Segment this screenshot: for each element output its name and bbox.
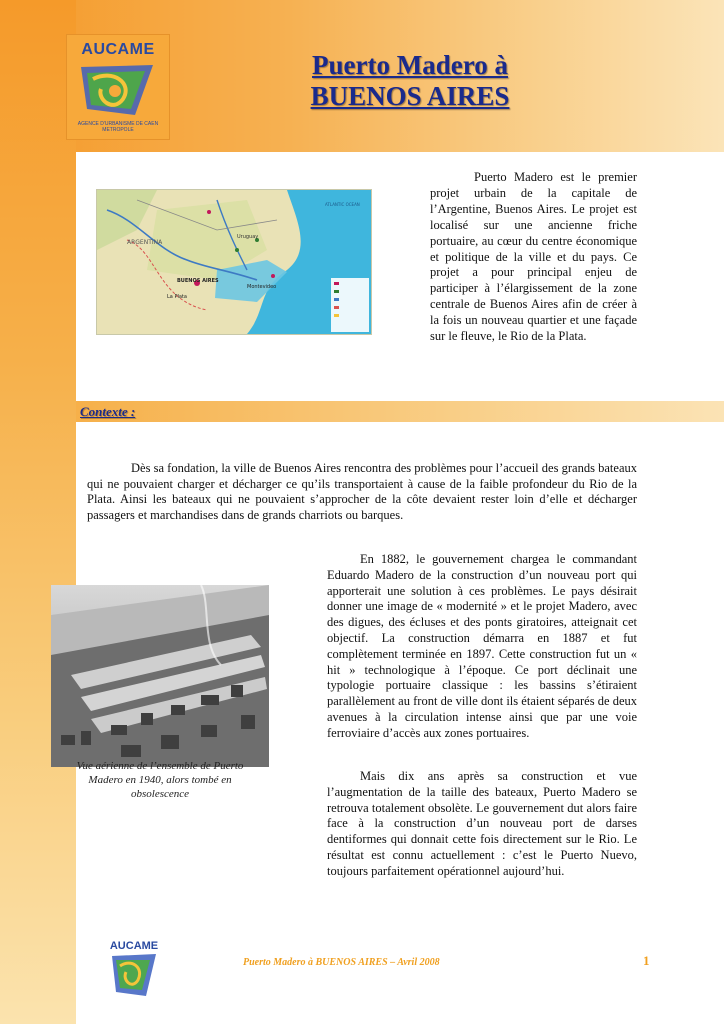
aerial-photo-illustration <box>51 585 269 767</box>
map-label-montevideo: Montevideo <box>247 284 277 290</box>
aucame-logo <box>66 34 170 140</box>
paragraph-2: En 1882, le gouvernement chargea le commandant Eduardo Madero de la construction d’un nouveau port qui apporterait une solution à ces problèmes. Le pays désirait donner une image de « modernité » et le projet Madero, avec des digues, des écluses et des ponts giratoires, atteignait cet objectif. La construction démarra en 1887 et fut complètement terminée en 1897. Cette construction fut un « hit » technologique à l’époque. Ce port déclinait une typologie portuaire classique : les bassins s’étiraient parallèlement au front de ville dont ils étaient séparés de deux avenues à la circulation intense ainsi que par une voie ferroviaire d’accès aux zones portuaires. <box>327 552 637 740</box>
footer-logo <box>100 940 168 1002</box>
map-label-laplata: La Plata <box>167 294 187 300</box>
map-label-city: BUENOS AIRES <box>177 278 219 284</box>
logo-emblem-icon <box>73 59 163 121</box>
document-title <box>230 50 590 112</box>
footer-text: Puerto Madero à BUENOS AIRES – Avril 2008 <box>243 957 440 968</box>
logo-wordmark: AUCAME <box>81 41 155 58</box>
paragraph-1: Dès sa fondation, la ville de Buenos Aires rencontra des problèmes pour l’accueil des grands bateaux qui ne pouvaient charger et décharger ce qu’ils transportaient à cause de la faible profondeur du Rio de la Plata. Ainsi les bateaux qui ne pouvaient s’approcher de la côte devaient rester loin d’elle et décharger passagers et marchandises dans de grands charriots ou barques. <box>87 461 637 523</box>
intro-paragraph: Puerto Madero est le premier projet urbain de la capitale de l’Argentine, Buenos Aires. Le projet est localisé sur une ancienne friche portuaire, au cœur du centre économique et politique de la ville et du pays. Ce projet a pour principal enjeu de participer à l’élargissement de la zone centrale de Buenos Aires afin de créer à la fois un nouveau quartier et une façade sur le fleuve, le Rio de la Plata. <box>430 170 637 344</box>
logo-subtitle: AGENCE D'URBANISME DE CAEN METROPOLE <box>77 121 159 133</box>
title-line-1: Puerto Madero à <box>312 50 508 80</box>
paragraph-3: Mais dix ans après sa construction et vue l’augmentation de la taille des bateaux, Puerto Madero se retrouva totalement obsolète. Le gouvernement dut alors faire face à la construction d’un nouveau port de darses dentiformes qui donnait cette fois directement sur le Rio. Le résultat est connu actuellement : c’est le Puerto Nuevo, toujours parfaitement opérationnel aujourd’hui. <box>327 769 637 878</box>
section-band <box>76 401 724 422</box>
title-line-2: BUENOS AIRES <box>310 81 510 111</box>
map-label-country: Uruguay <box>237 234 259 240</box>
map-label-region: ARGENTINA <box>127 239 163 246</box>
aerial-photo <box>51 585 269 767</box>
photo-caption: Vue aérienne de l’ensemble de Puerto Madero en 1940, alors tombé en obsolescence <box>76 760 244 800</box>
footer-logo-emblem-icon <box>108 952 160 1000</box>
map-label-ocean: ATLANTIC OCEAN <box>325 202 360 207</box>
left-decor-band <box>0 0 76 1024</box>
section-heading: Contexte : <box>80 404 136 419</box>
footer-logo-wordmark: AUCAME <box>109 940 159 952</box>
region-map <box>96 189 372 335</box>
page-number: 1 <box>643 953 650 968</box>
map-illustration <box>97 190 371 334</box>
